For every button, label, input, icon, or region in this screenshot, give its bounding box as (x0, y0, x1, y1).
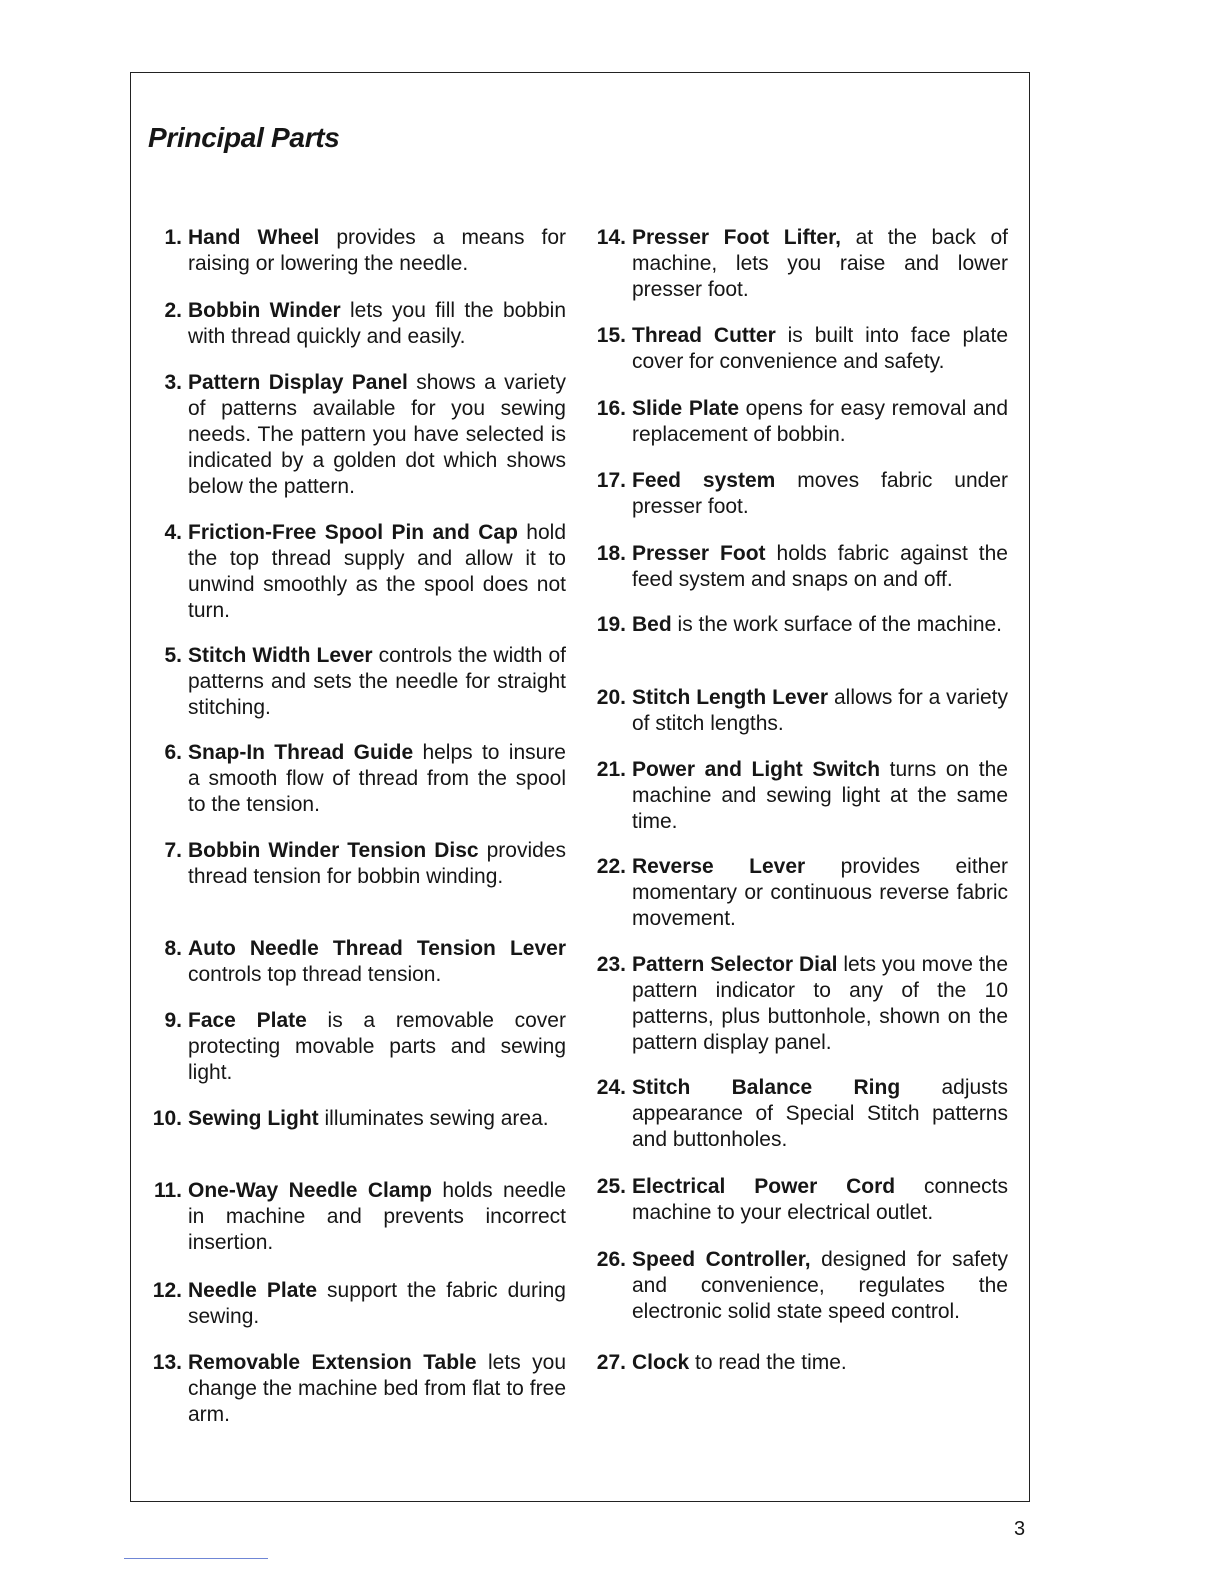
item-number: 23. (596, 953, 626, 976)
part-description: adjusts appearance of Special Stitch patterns and buttonholes. (632, 1076, 1009, 1151)
part-description: is built into face plate cover for convenience and safety. (632, 324, 1009, 373)
part-name: One-Way Needle Clamp (188, 1179, 433, 1202)
part-description: lets you fill the bobbin with thread quickly and easily. (188, 299, 567, 348)
part-name: Stitch Balance Ring (632, 1076, 901, 1099)
page-title: Principal Parts (148, 122, 340, 153)
part-name: Stitch Width Lever (188, 644, 373, 667)
part-description: at the back of machine, lets you raise and lower presser foot. (632, 226, 1008, 301)
part-description: opens for easy removal and replacement of bobbin. (632, 397, 1008, 446)
item-number: 25. (596, 1175, 626, 1198)
item-number: 6. (164, 741, 182, 764)
part-list-item (596, 1075, 1009, 1153)
item-number: 26. (596, 1248, 626, 1271)
part-list-item (596, 612, 1008, 638)
item-number: 22. (596, 855, 626, 878)
part-description: support the fabric during sewing. (188, 1279, 566, 1328)
item-number: 16. (596, 397, 626, 420)
part-name: Auto Needle Thread Tension Lever (188, 937, 566, 960)
part-list-item (596, 323, 1009, 375)
part-name: Sewing Light (188, 1107, 319, 1130)
part-list-item (164, 298, 567, 350)
part-description: controls the width of patterns and sets the needle for straight stitching. (188, 644, 566, 719)
part-description: is a removable cover protecting movable parts and sewing light. (188, 1009, 566, 1084)
item-number: 9. (164, 1009, 182, 1032)
item-number: 8. (164, 937, 182, 960)
part-name: Thread Cutter (632, 324, 776, 347)
part-description: controls top thread tension. (188, 963, 442, 986)
part-description: shows a variety of patterns available for you sewing needs. The pattern you have selected is indicated by a golden dot which shows below the pattern. (188, 371, 566, 498)
item-number: 27. (596, 1351, 626, 1374)
page-number: 3 (1014, 1518, 1026, 1540)
part-name: Electrical Power Cord (632, 1175, 896, 1198)
part-description: turns on the machine and sewing light at the same time. (632, 758, 1008, 833)
item-number: 1. (164, 226, 182, 249)
part-list-item (596, 225, 1008, 303)
part-description: lets you change the machine bed from flat to free arm. (188, 1351, 566, 1426)
part-list-item (596, 1350, 1008, 1376)
part-list-item (164, 936, 566, 988)
part-description: to read the time. (689, 1351, 847, 1374)
part-list-item (596, 468, 1009, 520)
item-number: 7. (164, 839, 182, 862)
part-description: provides thread tension for bobbin winding. (188, 839, 566, 888)
item-number: 4. (164, 521, 182, 544)
part-description: illuminates sewing area. (318, 1107, 549, 1130)
item-number: 19. (596, 613, 626, 636)
item-number: 14. (596, 226, 626, 249)
item-number: 21. (596, 758, 626, 781)
part-list-item (596, 1247, 1008, 1325)
part-description: designed for safety and convenience, regulates the electronic solid state speed control. (632, 1248, 1008, 1323)
item-number: 10. (152, 1107, 182, 1130)
part-name: Feed system (632, 469, 776, 492)
part-name: Power and Light Switch (632, 758, 881, 781)
part-name: Needle Plate (188, 1279, 318, 1302)
part-name: Pattern Display Panel (188, 371, 408, 394)
part-list-item (596, 541, 1008, 593)
part-name: Bobbin Winder Tension Disc (188, 839, 479, 862)
part-list-item (152, 1278, 566, 1330)
part-name: Hand Wheel (188, 226, 320, 249)
part-list-item (152, 1106, 566, 1132)
part-name: Stitch Length Lever (632, 686, 829, 709)
part-list-item (164, 1008, 566, 1086)
part-list-item (596, 757, 1008, 835)
part-list-item (164, 643, 566, 721)
part-name: Slide Plate (632, 397, 740, 420)
part-name: Reverse Lever (632, 855, 806, 878)
part-list-item (596, 685, 1008, 737)
item-number: 17. (596, 469, 626, 492)
item-number: 15. (596, 324, 626, 347)
part-list-item (164, 740, 566, 818)
item-number: 3. (164, 371, 182, 394)
part-list-item (596, 396, 1008, 448)
part-description: helps to insure a smooth flow of thread from the spool to the tension. (188, 741, 566, 816)
part-name: Presser Foot Lifter, (632, 226, 841, 249)
part-list-item (152, 1350, 566, 1428)
item-number: 11. (153, 1179, 182, 1202)
part-description: provides a means for raising or lowering the needle. (188, 226, 566, 275)
item-number: 18. (596, 542, 626, 565)
item-number: 2. (164, 299, 182, 322)
item-number: 12. (152, 1279, 182, 1302)
part-name: Removable Extension Table (188, 1351, 477, 1374)
part-description: hold the top thread supply and allow it to unwind smoothly as the spool does not turn. (188, 521, 566, 622)
part-description: provides either momentary or continuous reverse fabric movement. (632, 855, 1009, 930)
part-name: Snap-In Thread Guide (188, 741, 414, 764)
part-name: Pattern Selector Dial (632, 953, 838, 976)
part-description: allows for a variety of stitch lengths. (632, 686, 1008, 735)
part-list-item (596, 854, 1009, 932)
part-list-item (164, 838, 566, 890)
part-list-item (596, 952, 1009, 1056)
part-description: holds fabric against the feed system and snaps on and off. (632, 542, 1008, 591)
part-description: lets you move the pattern indicator to any of the 10 patterns, plus buttonhole, shown on the pattern display panel. (632, 953, 1009, 1054)
part-name: Bobbin Winder (188, 299, 341, 322)
part-description: connects machine to your electrical outlet. (632, 1175, 1009, 1224)
part-name: Bed (632, 613, 672, 636)
part-list-item (164, 520, 566, 624)
item-number: 13. (152, 1351, 182, 1374)
part-description: moves fabric under presser foot. (632, 469, 1009, 518)
decorative-line (124, 1558, 268, 1559)
part-name: Speed Controller, (632, 1248, 811, 1271)
part-list-item (164, 370, 566, 500)
part-list-item (596, 1174, 1009, 1226)
part-name: Presser Foot (632, 542, 766, 565)
part-name: Friction-Free Spool Pin and Cap (188, 521, 518, 544)
part-name: Clock (632, 1351, 690, 1374)
part-description: holds needle in machine and prevents incorrect insertion. (188, 1179, 567, 1254)
part-list-item (164, 225, 566, 277)
item-number: 20. (596, 686, 626, 709)
part-list-item (153, 1178, 567, 1256)
part-name: Face Plate (188, 1009, 307, 1032)
item-number: 5. (164, 644, 182, 667)
item-number: 24. (596, 1076, 626, 1099)
part-description: is the work surface of the machine. (671, 613, 1003, 636)
